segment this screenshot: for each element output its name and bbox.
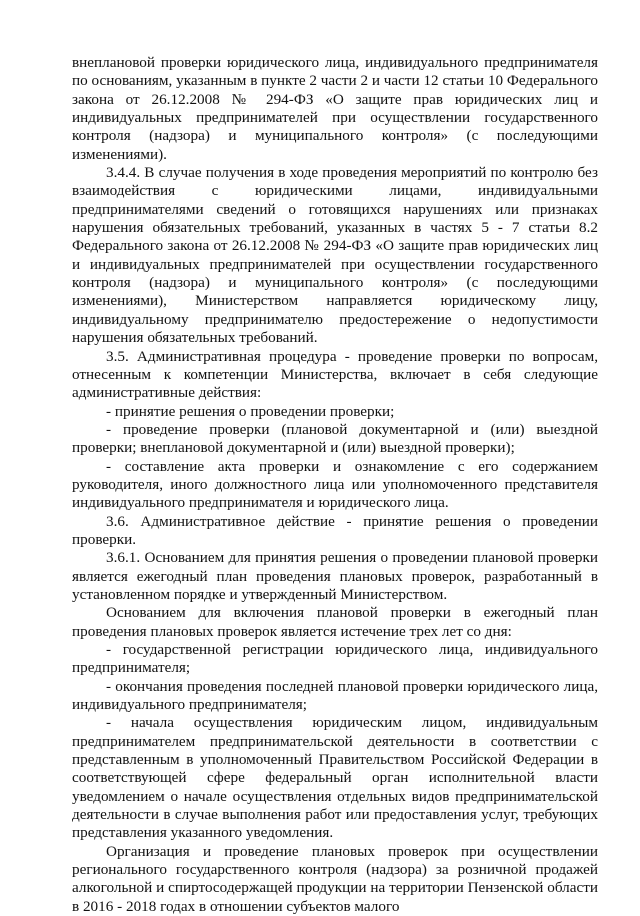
document-body: [72, 54, 598, 916]
paragraph-3-5: 3.5. Административная процедура - проведение проверки по вопросам, отнесенным к компетенции Министерства, включает в себя следующие административные действия:: [72, 347, 598, 402]
list-item-act: - составление акта проверки и ознакомление с его содержанием руководителя, иного должностного лица или уполномоченного представителя индивидуального предпринимателя и юридического лица.: [72, 457, 598, 512]
paragraph-3-6: 3.6. Административное действие - принятие решения о проведении проверки.: [72, 512, 598, 548]
paragraph-continuation: внеплановой проверки юридического лица, индивидуального предпринимателя по основаниям, указанным в пункте 2 части 2 и части 12 статьи 10 Федерального закона от 26.12.2008 № 294-ФЗ «О защите прав юридических лиц и индивидуальных предпринимателей при осуществлении государственного контроля (надзора) и муниципального контроля» (с последующими изменениями).: [72, 54, 598, 163]
list-item-activity-start: - начала осуществления юридическим лицом, индивидуальным предпринимателем предпринимательской деятельности в соответствии с представленным в уполномоченный Правительством Российской Федерации в соответствующей сфере федеральный орган исполнительной власти уведомлением о начале осуществления отдельных видов предпринимательской деятельности в случае выполнения работ или предоставления услуг, требующих представления указанного уведомления.: [72, 714, 598, 842]
paragraph-3-4-4: 3.4.4. В случае получения в ходе проведения мероприятий по контролю без взаимодействия с юридическими лицами, индивидуальными предпринимателями сведений о готовящихся нарушениях или признаках нарушения обязательных требований, указанных в частях 5 - 7 статьи 8.2 Федерального закона от 26.12.2008 № 294-ФЗ «О защите прав юридических лиц и индивидуальных предпринимателей при осуществлении государственного контроля (надзора) и муниципального контроля» (с последующими изменениями), Министерством направляется юридическому лицу, индивидуальному предпринимателю предостережение о недопустимости нарушения обязательных требований.: [72, 164, 598, 347]
list-item-decision: - принятие решения о проведении проверки;: [106, 402, 395, 420]
paragraph-basis: Основанием для включения плановой проверки в ежегодный план проведения плановых проверок является истечение трех лет со дня:: [72, 604, 598, 640]
list-item-last-inspection: - окончания проведения последней плановой проверки юридического лица, индивидуального предпринимателя;: [72, 677, 598, 714]
paragraph-3-6-1: 3.6.1. Основанием для принятия решения о проведении плановой проверки является ежегодный план проведения плановых проверок, разработанный в установленном порядке и утвержденный Министерством.: [72, 549, 598, 603]
paragraph-organization: Организация и проведение плановых проверок при осуществлении регионального государственного контроля (надзора) за розничной продажей алкогольной и спиртосодержащей продукции на территории Пензенской области в 2016 - 2018 годах в отношении субъектов малого: [72, 842, 598, 915]
list-item-registration: - государственной регистрации юридического лица, индивидуального предпринимателя;: [72, 641, 598, 677]
list-item-inspection: - проведение проверки (плановой документарной и (или) выездной проверки; внеплановой документарной и (или) выездной проверки);: [72, 420, 598, 457]
